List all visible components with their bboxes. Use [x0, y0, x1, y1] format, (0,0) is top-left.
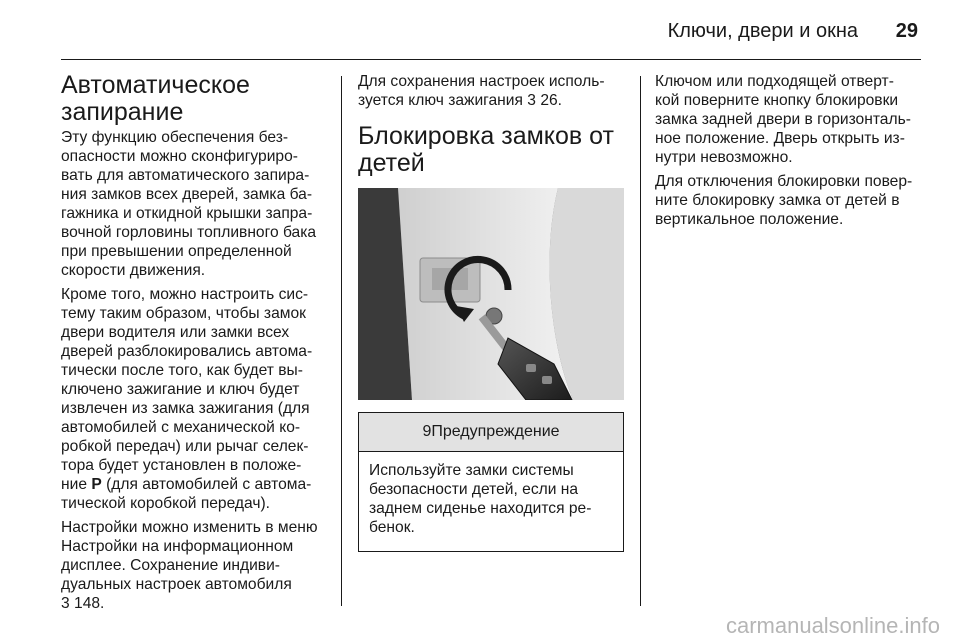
text-line [358, 91, 624, 110]
paragraph [655, 72, 925, 167]
paragraph [655, 172, 925, 229]
text-line: автомобилей с механической ко- [61, 419, 301, 436]
paragraph [61, 285, 333, 513]
text-line: тему таким образом, чтобы замок [61, 305, 306, 322]
text-line: безопасности детей, если на [369, 481, 579, 498]
text-line: Кроме того, можно настроить сис- [61, 286, 309, 303]
warning-box [358, 412, 624, 552]
text-line: замка задней двери в горизонталь- [655, 111, 911, 128]
header-title: Ключи, двери и окна [667, 20, 858, 42]
warning-body [359, 452, 623, 551]
text-line: ключено зажигание и ключ будет [61, 381, 300, 398]
text-line: гажника и откидной крышки запра- [61, 205, 313, 222]
text-fragment: (для автомобилей с автома- [106, 476, 312, 493]
text-line: двери водителя или замки всех [61, 324, 290, 341]
text-line: Используйте замки системы [369, 462, 574, 479]
text-line: тически после того, как будет вы- [61, 362, 303, 379]
paragraph [61, 128, 333, 280]
text-line: извлечен из замка зажигания (для [61, 400, 310, 417]
text-line: заднем сиденье находится ре- [369, 500, 592, 517]
column-2 [358, 72, 624, 552]
section-heading-child-lock [358, 123, 624, 177]
text-line: дуальных настроек автомобиля [61, 576, 292, 593]
page-reference-number: 148. [74, 595, 105, 612]
text-line: ните блокировку замка от детей в [655, 192, 900, 209]
page-number: 29 [895, 20, 918, 42]
paragraph [61, 518, 333, 613]
page-reference-arrow-icon: 3 [61, 595, 70, 612]
text-line [61, 475, 333, 494]
text-fragment: зуется ключ зажигания [358, 92, 523, 109]
page-reference-number: 26. [540, 92, 563, 109]
column-divider [640, 76, 641, 606]
text-line: вочной горловины топливного бака [61, 224, 317, 241]
warning-header [359, 413, 623, 452]
text-line: робкой передач) или рычаг селек- [61, 438, 309, 455]
section-heading-auto-lock [61, 72, 333, 126]
gear-position-p: P [91, 476, 102, 493]
text-line: вать для автоматического запира- [61, 167, 310, 184]
warning-triangle-icon: 9 [422, 423, 432, 440]
watermark: carmanualsonline.info [725, 613, 940, 638]
text-line: Для отключения блокировки повер- [655, 173, 913, 190]
text-line: бенок. [369, 519, 415, 536]
child-lock-illustration [358, 188, 624, 400]
text-line: Ключом или подходящей отверт- [655, 73, 894, 90]
text-line: ное положение. Дверь открыть из- [655, 130, 905, 147]
heading-line: детей [358, 149, 425, 177]
column-divider [341, 76, 342, 606]
text-fragment: ние [61, 476, 87, 493]
paragraph [358, 72, 624, 110]
warning-title: Предупреждение [431, 423, 560, 440]
text-line: дисплее. Сохранение индиви- [61, 557, 280, 574]
text-line: тора будет установлен в положе- [61, 457, 302, 474]
text-line: Эту функцию обеспечения без- [61, 129, 289, 146]
text-line: Настройки на информационном [61, 538, 294, 555]
column-3 [655, 72, 925, 234]
column-1 [61, 72, 333, 618]
header-rule [61, 59, 921, 60]
text-line: вертикальное положение. [655, 211, 844, 228]
text-line: Для сохранения настроек исполь- [358, 73, 605, 90]
heading-line: запирание [61, 98, 184, 126]
text-line: дверей разблокировались автома- [61, 343, 313, 360]
text-line: ния замков всех дверей, замка ба- [61, 186, 313, 203]
text-line: кой поверните кнопку блокировки [655, 92, 899, 109]
text-line: при превышении определенной [61, 243, 292, 260]
page-reference-arrow-icon: 3 [527, 92, 536, 109]
text-line: Настройки можно изменить в меню [61, 519, 318, 536]
heading-line: Автоматическое [61, 71, 250, 99]
text-line: нутри невозможно. [655, 149, 793, 166]
page-reference [61, 594, 333, 613]
text-line: тической коробкой передач). [61, 495, 271, 512]
text-line: опасности можно сконфигуриро- [61, 148, 298, 165]
text-line: скорости движения. [61, 262, 206, 279]
heading-line: Блокировка замков от [358, 122, 614, 150]
